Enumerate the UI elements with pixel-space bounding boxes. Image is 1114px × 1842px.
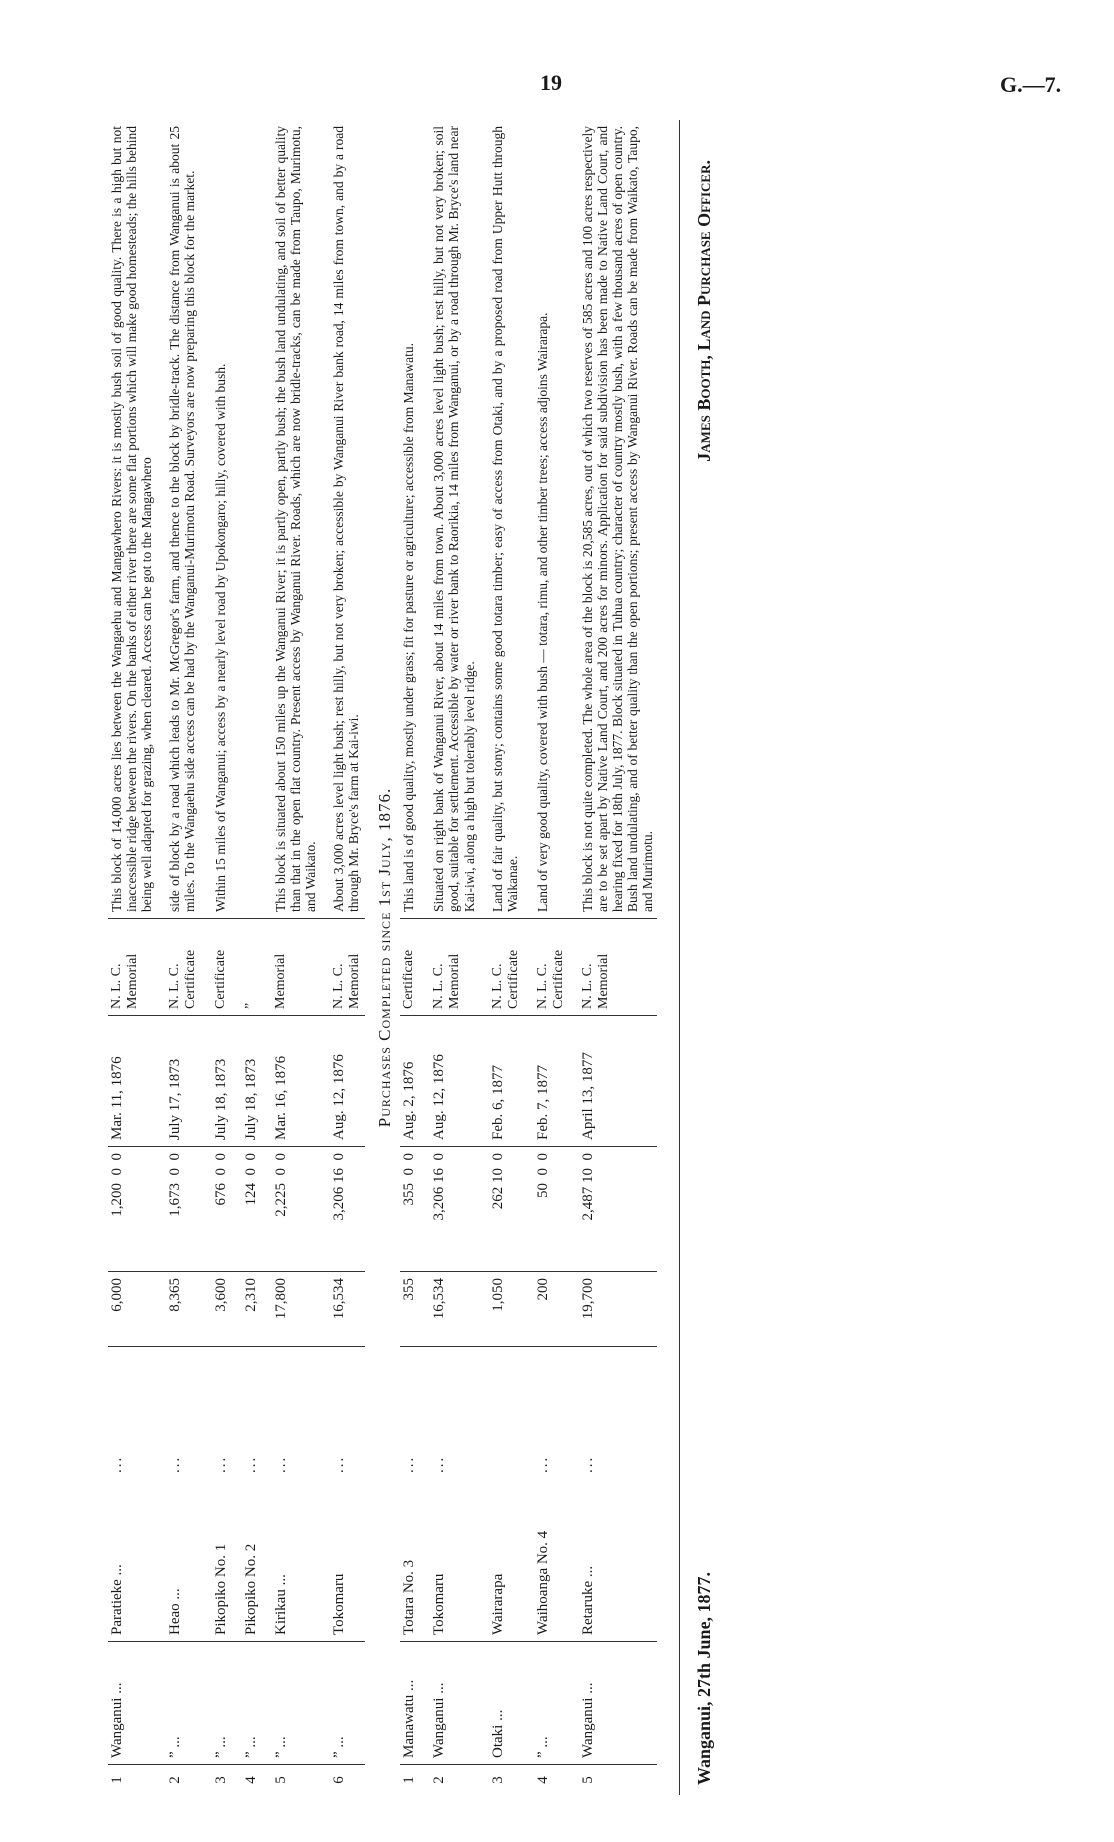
cell-no: 1 [109,1776,125,1784]
table-row [319,120,364,1795]
cell-remarks: side of block by a road which leads to Mr. McGregor's farm, and thence to the block by bridle-track. The distance from Wanganui is about 25 miles. To the Wangaehu side access can be had by the Wanganui-Murimotu Road. Surveyors are now preparing this block for the market. [155,120,200,919]
cell-district: ” ... [231,1642,261,1765]
cell-date: Aug. 2, 1876 [400,1016,419,1147]
cell-district: Manawatu ... [400,1642,419,1765]
cell-block: Pikopiko No. 2 [231,1479,261,1642]
cell-price: 3,206 16 0 [419,1147,477,1272]
cell-block: Waihoanga No. 4 [523,1479,568,1642]
cell-block: Heao ... [155,1479,200,1642]
cell-acres: 2,310 [231,1272,261,1347]
cell-block: Paratieke ... [108,1479,155,1642]
table-row [201,120,231,1795]
cell-remarks: Within 15 miles of Wanganui; access by a nearly level road by Upokongaro; hilly, covered with bush. [201,120,231,919]
cell-acres: 17,800 [261,1272,319,1347]
cell-dots: ... [109,1455,125,1473]
table-row [400,120,419,1795]
cell-remarks: Situated on right bank of Wanganui River, about 14 miles from town. About 3,000 acres level light bush; rest hilly, but not very broken; soil good, suitable for settlement. Accessible by water or river bank to Raorikia, 14 miles from Wanganui, or by a road through Mr. Bryce's land near Kai-iwi, along a high but tolerably level ridge. [419,120,477,919]
cell-date: Feb. 7, 1877 [523,1016,568,1147]
cell-price: 124 0 0 [231,1147,261,1272]
cell-remarks: This land is of good quality, mostly under grass; fit for pasture or agriculture; accessible from Manawatu. [400,120,419,919]
cell-title: Certificate [201,919,231,1016]
cell-date: Aug. 12, 1876 [319,1016,364,1147]
cell-price: 676 0 0 [201,1147,231,1272]
land-purchase-table [108,120,657,1795]
cell-acres: 355 [400,1272,419,1347]
cell-block: Kirikau ... [261,1479,319,1642]
cell-title: N. L. C. Memorial [319,919,364,1016]
place-date: Wanganui, 27th June, 1877. [693,1571,714,1785]
cell-district: Wanganui ... [108,1642,155,1765]
cell-acres: 200 [523,1272,568,1347]
table-row [108,120,155,1795]
cell-remarks: Land of fair quality, but stony; contains some good totara timber; easy of access from Otaki, and by a proposed road from Upper Hutt through Waikanae. [478,120,523,919]
signature: James Booth, Land Purchase Officer. [693,160,714,462]
sign-off [679,120,715,1795]
cell-remarks: Land of very good quality, covered with bush — totara, rimu, and other timber trees; access adjoins Wairarapa. [523,120,568,919]
cell-date: April 13, 1877 [568,1016,657,1147]
cell-date: Mar. 16, 1876 [261,1016,319,1147]
cell-dots: ... [212,1455,229,1473]
cell-dots: ... [401,1455,418,1473]
cell-acres: 19,700 [568,1272,657,1347]
cell-no: 3 [212,1776,229,1784]
cell-title: Memorial [261,919,319,1016]
table-row [231,120,261,1795]
cell-acres: 3,600 [201,1272,231,1347]
cell-no: 5 [273,1776,290,1784]
cell-price: 1,673 0 0 [155,1147,200,1272]
cell-acres: 6,000 [108,1272,155,1347]
cell-acres: 16,534 [419,1272,477,1347]
cell-remarks: This block is not quite completed. The whole area of the block is 20,585 acres, out of which two reserves of 585 acres and 100 acres respectively are to be set apart by Native Land Court, and 200 acres for minors. Application for said subdivision has been made to Native Land Court, and hearing fixed for 18th July, 1877. Block situated in Tuhua country; character of country mostly bush, with a few thousand acres of open country. Bush land undulating, and of better quality than the open portions; present access by Wanganui River. Roads can be made from Waikato, Taupo, and Murimotu. [568,120,657,919]
cell-district: ” ... [261,1642,319,1765]
cell-title: Certificate [400,919,419,1016]
cell-block: Tokomaru [419,1479,477,1642]
table-body-part-2 [400,120,657,1795]
cell-price: 3,206 16 0 [319,1147,364,1272]
cell-block: Wairarapa [478,1479,523,1642]
cell-no: 5 [580,1776,597,1784]
cell-title: N. L. C. Memorial [568,919,657,1016]
cell-dots [478,1347,523,1480]
cell-date: Aug. 12, 1876 [419,1016,477,1147]
cell-price: 355 0 0 [400,1147,419,1272]
cell-block: Pikopiko No. 1 [201,1479,231,1642]
cell-remarks: About 3,000 acres level light bush; rest hilly, but not very broken; accessible by Wanganui River bank road, 14 miles from town, and by a road through Mr. Bryce's farm at Kai-iwi. [319,120,364,919]
cell-title: N. L. C. Certificate [523,919,568,1016]
section-heading-row [365,120,401,1795]
cell-title: N. L. C. Memorial [419,919,477,1016]
cell-title: N. L. C. Memorial [108,919,155,1016]
cell-district: ” ... [523,1642,568,1765]
cell-dots: ... [580,1455,597,1473]
cell-no: 4 [242,1776,259,1784]
table-row [419,120,477,1795]
cell-acres: 16,534 [319,1272,364,1347]
cell-district: Wanganui ... [568,1642,657,1765]
cell-price: 1,200 0 0 [108,1147,155,1272]
cell-dots: ... [331,1455,348,1473]
cell-price: 2,225 0 0 [261,1147,319,1272]
cell-no: 2 [167,1776,184,1784]
cell-remarks [231,120,261,919]
cell-district: ” ... [319,1642,364,1765]
cell-acres: 1,050 [478,1272,523,1347]
cell-title: N. L. C. Certificate [155,919,200,1016]
cell-date: July 17, 1873 [155,1016,200,1147]
cell-no: 4 [534,1776,551,1784]
table-row [478,120,523,1795]
table-row [261,120,319,1795]
cell-dots: ... [534,1455,551,1473]
section-heading: Purchases Completed since 1st July, 1876. [374,787,394,1128]
cell-date: Feb. 6, 1877 [478,1016,523,1147]
table-row [155,120,200,1795]
cell-block: Tokomaru [319,1479,364,1642]
cell-acres: 8,365 [155,1272,200,1347]
table-row [568,120,657,1795]
cell-dots: ... [431,1455,448,1473]
cell-remarks: This block is situated about 150 miles up the Wanganui River; it is partly open, partly bush; the bush land undulating, and soil of better quality than that in the open flat country. Present access by Wanganui River. Roads, which are now bridle-tracks, can be made from Taupo, Murimotu, and Waikato. [261,120,319,919]
cell-district: Otaki ... [478,1642,523,1765]
cell-no: 2 [431,1776,448,1784]
table-row [523,120,568,1795]
cell-date: Mar. 11, 1876 [108,1016,155,1147]
cell-district: ” ... [201,1642,231,1765]
cell-district: Wanganui ... [419,1642,477,1765]
rotated-table-region [108,120,1028,1795]
cell-price: 2,487 10 0 [568,1147,657,1272]
cell-date: July 18, 1873 [231,1016,261,1147]
cell-no: 1 [401,1776,418,1784]
cell-block: Retaruke ... [568,1479,657,1642]
cell-dots: ... [273,1455,290,1473]
cell-no: 3 [489,1776,506,1784]
cell-district: ” ... [155,1642,200,1765]
cell-block: Totara No. 3 [400,1479,419,1642]
page-number: 19 [540,70,562,95]
cell-no: 6 [331,1776,348,1784]
cell-title: ” [231,919,261,1016]
cell-dots: ... [167,1455,184,1473]
cell-title: N. L. C. Certificate [478,919,523,1016]
cell-price: 50 0 0 [523,1147,568,1272]
cell-dots: ... [242,1455,259,1473]
document-reference: G.—7. [1000,72,1062,97]
table-body-part-1 [108,120,365,1795]
cell-date: July 18, 1873 [201,1016,231,1147]
cell-price: 262 10 0 [478,1147,523,1272]
cell-remarks: This block of 14,000 acres lies between the Wangaehu and Mangawhero Rivers: it is mostly bush soil of good quality. There is a high but not inaccessible ridge between the rivers. On the banks of either river there are some flat portions which will make good homesteads; the hills behind being well adapted for grazing, when cleared. Access can be got to the Mangawhero [108,120,155,919]
